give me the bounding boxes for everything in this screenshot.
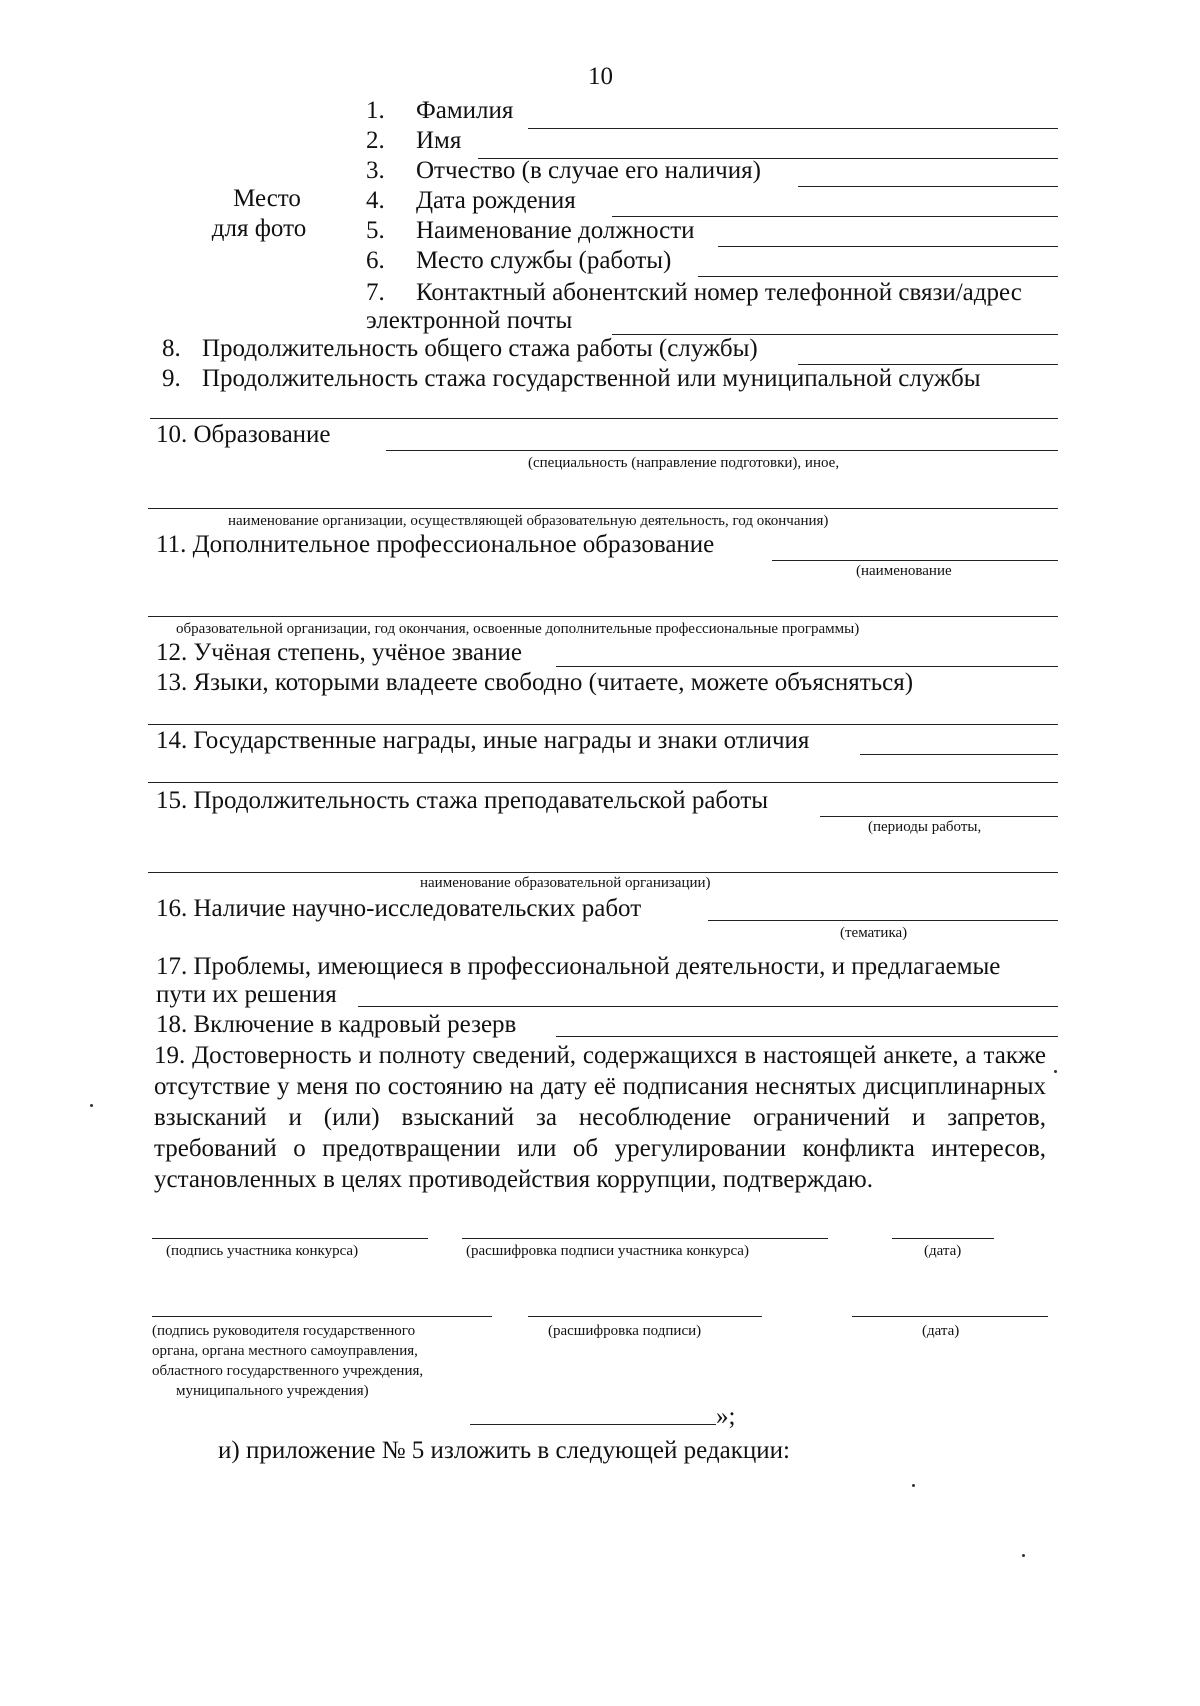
item-16-field-line[interactable] (708, 920, 1058, 921)
date-line-2[interactable] (852, 1316, 1048, 1317)
participant-signature-caption: (подпись участника конкурса) (166, 1243, 359, 1259)
head-signature-caption-3: областного государственного учреждения, (152, 1363, 424, 1379)
item-12-field-line[interactable] (556, 666, 1058, 667)
item-5-label: Наименование должности (416, 217, 695, 244)
item-3-label: Отчество (в случае его наличия) (416, 157, 761, 184)
head-decode-caption: (расшифровка подписи) (548, 1323, 702, 1339)
participant-decode-line[interactable] (462, 1238, 828, 1239)
item-12-label: 12. Учёная степень, учёное звание (156, 639, 522, 666)
item-17-field-line[interactable] (358, 1006, 1058, 1007)
participant-signature-line[interactable] (152, 1238, 428, 1239)
item-11-field-line-2[interactable] (148, 616, 1058, 617)
head-decode-line[interactable] (528, 1316, 762, 1317)
photo-placeholder-line1: Место (233, 185, 301, 212)
item-6-number: 6. (366, 247, 385, 274)
closing-quote: »; (716, 1403, 736, 1430)
date-line-1[interactable] (892, 1238, 994, 1239)
item-7-label: Контактный абонентский номер телефонной связи/адрес (416, 279, 1022, 306)
item-15-field-line[interactable] (820, 816, 1058, 817)
item-10-hint-2: наименование организации, осуществляющей образовательную деятельность, год окончания) (228, 513, 829, 529)
item-2-label: Имя (416, 127, 462, 154)
item-5-field-line[interactable] (718, 246, 1058, 247)
date-caption-1: (дата) (924, 1243, 962, 1259)
item-10-label: 10. Образование (156, 421, 331, 448)
footer-instruction: и) приложение № 5 изложить в следующей редакции: (218, 1437, 790, 1464)
item-5-number: 5. (366, 217, 385, 244)
item-6-label: Место службы (работы) (416, 247, 672, 274)
item-15-hint-1: (периоды работы, (868, 819, 982, 835)
item-4-number: 4. (366, 187, 385, 214)
item-13-field-line[interactable] (148, 724, 1058, 725)
closing-line[interactable] (470, 1424, 716, 1425)
item-9-field-line[interactable] (150, 418, 1058, 419)
item-9-number: 9. (162, 365, 181, 392)
item-11-hint-1: (наименование (856, 563, 952, 579)
head-signature-caption-1: (подпись руководителя государственного (152, 1323, 416, 1339)
item-2-number: 2. (366, 127, 385, 154)
item-3-number: 3. (366, 157, 385, 184)
date-caption-2: (дата) (922, 1323, 960, 1339)
photo-placeholder-line2: для фото (211, 215, 307, 242)
item-8-label: Продолжительность общего стажа работы (службы) (202, 335, 758, 362)
item-10-hint-1: (специальность (направление подготовки), иное, (528, 455, 840, 471)
head-signature-line[interactable] (152, 1316, 492, 1317)
scan-speck (90, 1104, 93, 1107)
item-10-field-line[interactable] (386, 450, 1058, 451)
item-15-hint-2: наименование образовательной организации) (420, 875, 711, 891)
item-19-statement: 19. Достоверность и полноту сведений, содержащихся в настоящей анкете, а также отсутствие у меня по состоянию на дату её подписания неснятых дисциплинарных взысканий и (или) взысканий за несоблюдение ограничений и запретов, требований о предотвращении или об урегулировании конфликта интересов, установленных в целях противодействия коррупции, подтверждаю. (154, 1042, 1046, 1193)
item-1-number: 1. (366, 97, 385, 124)
item-8-number: 8. (162, 335, 181, 362)
item-11-label: 11. Дополнительное профессиональное образование (156, 531, 715, 558)
item-11-field-line[interactable] (772, 560, 1058, 561)
scan-speck (1022, 1554, 1025, 1557)
item-4-label: Дата рождения (416, 187, 576, 214)
item-9-label: Продолжительность стажа государственной или муниципальной службы (202, 365, 981, 392)
item-16-label: 16. Наличие научно-исследовательских работ (156, 895, 642, 922)
scan-speck (912, 1484, 915, 1487)
item-17-label: 17. Проблемы, имеющиеся в профессиональной деятельности, и предлагаемые (156, 953, 1001, 980)
participant-decode-caption: (расшифровка подписи участника конкурса) (466, 1243, 749, 1259)
item-1-field-line[interactable] (528, 128, 1058, 129)
item-7-label-continued: электронной почты (366, 307, 573, 334)
item-14-field-line-2[interactable] (148, 782, 1058, 783)
item-15-field-line-2[interactable] (148, 872, 1058, 873)
item-14-label: 14. Государственные награды, иные награды и знаки отличия (156, 727, 810, 754)
item-1-label: Фамилия (416, 97, 514, 124)
item-10-field-line-2[interactable] (148, 508, 1058, 509)
item-14-field-line[interactable] (860, 754, 1058, 755)
item-17-label-continued: пути их решения (156, 981, 337, 1008)
item-18-field-line[interactable] (556, 1036, 1058, 1037)
item-7-number: 7. (366, 279, 385, 306)
scan-speck (1054, 1070, 1057, 1073)
page-number: 10 (588, 63, 613, 90)
item-3-field-line[interactable] (798, 186, 1058, 187)
item-11-hint-2: образовательной организации, год окончания, освоенные дополнительные профессиональные программы) (176, 621, 860, 637)
item-16-hint-1: (тематика) (840, 925, 908, 941)
item-15-label: 15. Продолжительность стажа преподавательской работы (156, 787, 769, 814)
head-signature-caption-4: муниципального учреждения) (176, 1383, 369, 1399)
item-6-field-line[interactable] (698, 276, 1058, 277)
item-13-label: 13. Языки, которыми владеете свободно (читаете, можете объясняться) (156, 669, 914, 696)
item-18-label: 18. Включение в кадровый резерв (156, 1011, 517, 1038)
head-signature-caption-2: органа, органа местного самоуправления, (152, 1343, 418, 1359)
